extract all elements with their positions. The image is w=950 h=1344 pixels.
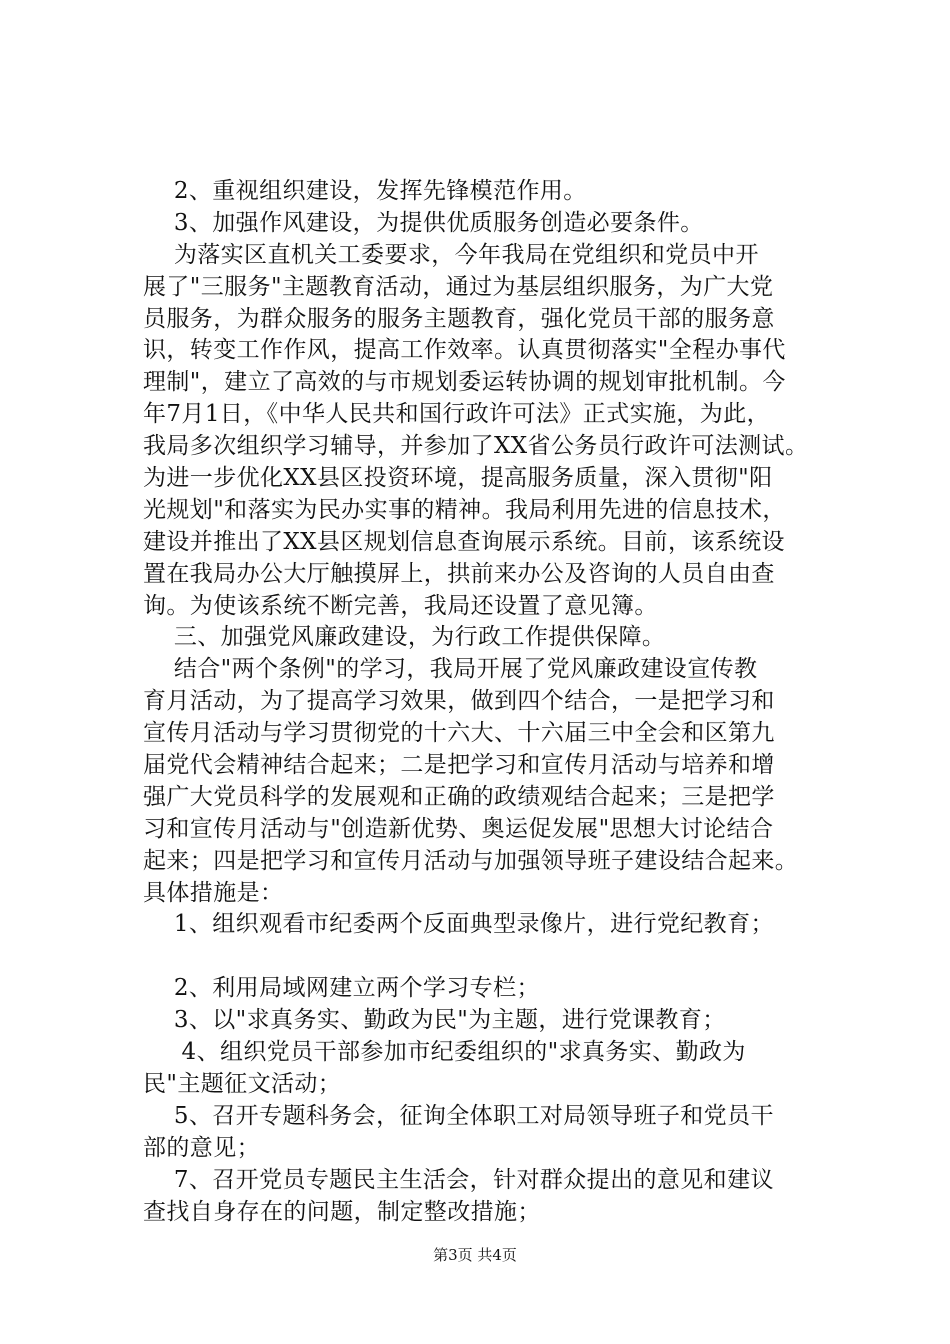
paragraph-line: 查找自身存在的问题，制定整改措施； [143,1198,541,1225]
paragraph-line: 三、加强党风廉政建设，为行政工作提供保障。 [143,624,666,651]
paragraph-line: 员服务，为群众服务的服务主题教育，强化党员干部的服务意 [143,305,775,332]
paragraph-line: 询。为使该系统不断完善，我局还设置了意见簿。 [143,592,658,619]
paragraph-line: 宣传月活动与学习贯彻党的十六大、十六届三中全会和区第九 [143,720,775,747]
blank-line [143,941,843,973]
paragraph-line: 部的意见； [143,1134,260,1161]
paragraph-line: 育月活动，为了提高学习效果，做到四个结合，一是把学习和 [143,688,775,715]
paragraph-line: 结合"两个条例"的学习，我局开展了党风廉政建设宣传教 [143,656,758,683]
paragraph-line: 4、组织党员干部参加市纪委组织的"求真务实、勤政为 [143,1039,746,1066]
paragraph-line: 7、召开党员专题民主生活会，针对群众提出的意见和建议 [143,1166,774,1193]
paragraph-line: 展了"三服务"主题教育活动，通过为基层组织服务，为广大党 [143,273,774,300]
paragraph-line: 年7月1日，《中华人民共和国行政许可法》正式实施，为此， [143,401,770,428]
paragraph-line: 习和宣传月活动与"创造新优势、奥运促发展"思想大讨论结合 [143,815,774,842]
paragraph-line: 届党代会精神结合起来；二是把学习和宣传月活动与培养和增 [143,752,775,779]
paragraph-line: 为进一步优化XX县区投资环境，提高服务质量，深入贯彻"阳 [143,465,773,492]
paragraph-line: 为落实区直机关工委要求，今年我局在党组织和党员中开 [143,241,759,268]
paragraph-line: 光规划"和落实为民办实事的精神。我局利用先进的信息技术， [143,496,786,523]
paragraph-line: 2、重视组织建设，发挥先锋模范作用。 [143,178,587,204]
document-body [143,176,843,1228]
paragraph-line: 1、组织观看市纪委两个反面典型录像片，进行党纪教育； [143,911,774,938]
paragraph-line: 置在我局办公大厅触摸屏上，拱前来办公及咨询的人员自由查 [143,560,775,587]
paragraph-line: 理制"，建立了高效的与市规划委运转协调的规划审批机制。今 [143,369,786,396]
paragraph-line: 3、以"求真务实、勤政为民"为主题，进行党课教育； [143,1007,726,1034]
paragraph-line: 5、召开专题科务会，征询全体职工对局领导班子和党员干 [143,1102,774,1129]
page-number: 第3页 共4页 [433,1246,517,1264]
paragraph-line: 具体措施是： [143,879,284,906]
paragraph-line: 建设并推出了XX县区规划信息查询展示系统。目前，该系统设 [143,528,785,555]
paragraph-line: 3、加强作风建设，为提供优质服务创造必要条件。 [143,209,704,236]
paragraph-line: 民"主题征文活动； [143,1070,342,1097]
page-footer [0,1245,950,1265]
paragraph-line: 2、利用局域网建立两个学习专栏； [143,975,540,1002]
paragraph-line: 强广大党员科学的发展观和正确的政绩观结合起来；三是把学 [143,783,775,810]
paragraph-line: 我局多次组织学习辅导，并参加了XX省公务员行政许可法测试。 [143,433,809,460]
paragraph-line: 识，转变工作作风，提高工作效率。认真贯彻落实"全程办事代 [143,337,786,364]
paragraph-line: 起来；四是把学习和宣传月活动与加强领导班子建设结合起来。 [143,847,799,874]
